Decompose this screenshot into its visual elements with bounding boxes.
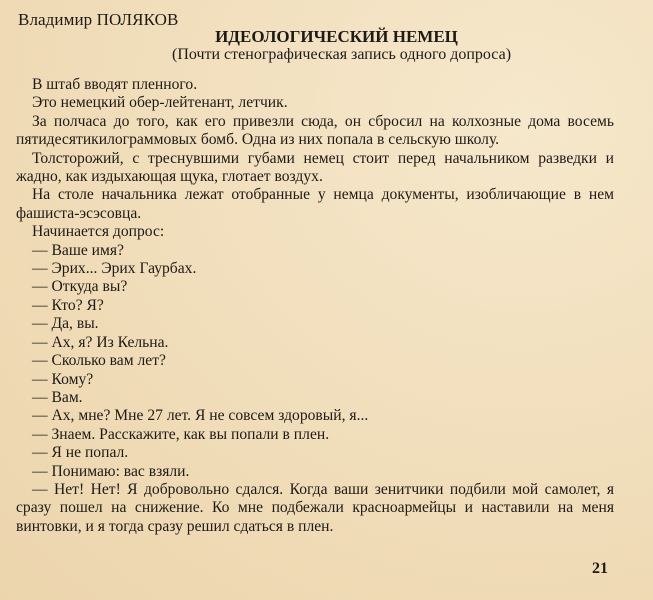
story-body	[16, 76, 614, 536]
final-paragraph: — Нет! Нет! Я добровольно сдался. Когда ваши зенитчики подбили мой самолет, я сразу пошел на снижение. Ко мне подбежали красноармейцы и наставили на меня винтовки, и я тогда сразу решил сдаться в плен.	[16, 480, 614, 535]
dialogue-line: — Ваше имя?	[32, 241, 124, 259]
dialogue-line: — Откуда вы?	[32, 278, 128, 296]
dialogue-line: — Да, вы.	[32, 315, 99, 333]
dialogue-line: — Вам.	[32, 388, 83, 406]
paragraph: За полчаса до того, как его привезли сюда, он сбросил на колхозные дома восемь пятидесятикилограммовых бомб. Одна из них попала в сельскую школу.	[16, 112, 614, 149]
story-title: ИДЕОЛОГИЧЕСКИЙ НЕМЕЦ	[215, 27, 458, 46]
story-subtitle: (Почти стенографическая запись одного допроса)	[171, 46, 512, 63]
paragraph: На столе начальника лежат отобранные у немца документы, изобличающие в нем фашиста-эсэсовца.	[16, 186, 614, 222]
dialogue-line: — Сколько вам лет?	[32, 352, 166, 370]
dialogue-line: — Понимаю: вас взяли.	[32, 462, 190, 480]
paragraph: Толсторожий, с треснувшими губами немец стоит перед начальником разведки и жадно, как издыхающая щука, глотает воздух.	[16, 149, 614, 186]
dialogue-line: — Ах, я? Из Кельна.	[32, 333, 169, 351]
dialogue-line: — Кому?	[32, 370, 94, 388]
paragraph: Начинается допрос:	[32, 223, 165, 241]
dialogue-line: — Эрих... Эрих Гаурбах.	[32, 260, 197, 278]
paragraph: Это немецкий обер-лейтенант, летчик.	[32, 94, 288, 112]
author-name: Владимир ПОЛЯКОВ	[18, 10, 179, 29]
dialogue-line: — Я не попал.	[32, 444, 129, 462]
page-number: 21	[592, 560, 608, 577]
paragraph: В штаб вводят пленного.	[32, 76, 198, 93]
dialogue-line: — Кто? Я?	[32, 296, 104, 314]
dialogue-line: — Ах, мне? Мне 27 лет. Я не совсем здоровый, я...	[32, 407, 369, 425]
dialogue-line: — Знаем. Расскажите, как вы попали в плен.	[32, 425, 330, 443]
